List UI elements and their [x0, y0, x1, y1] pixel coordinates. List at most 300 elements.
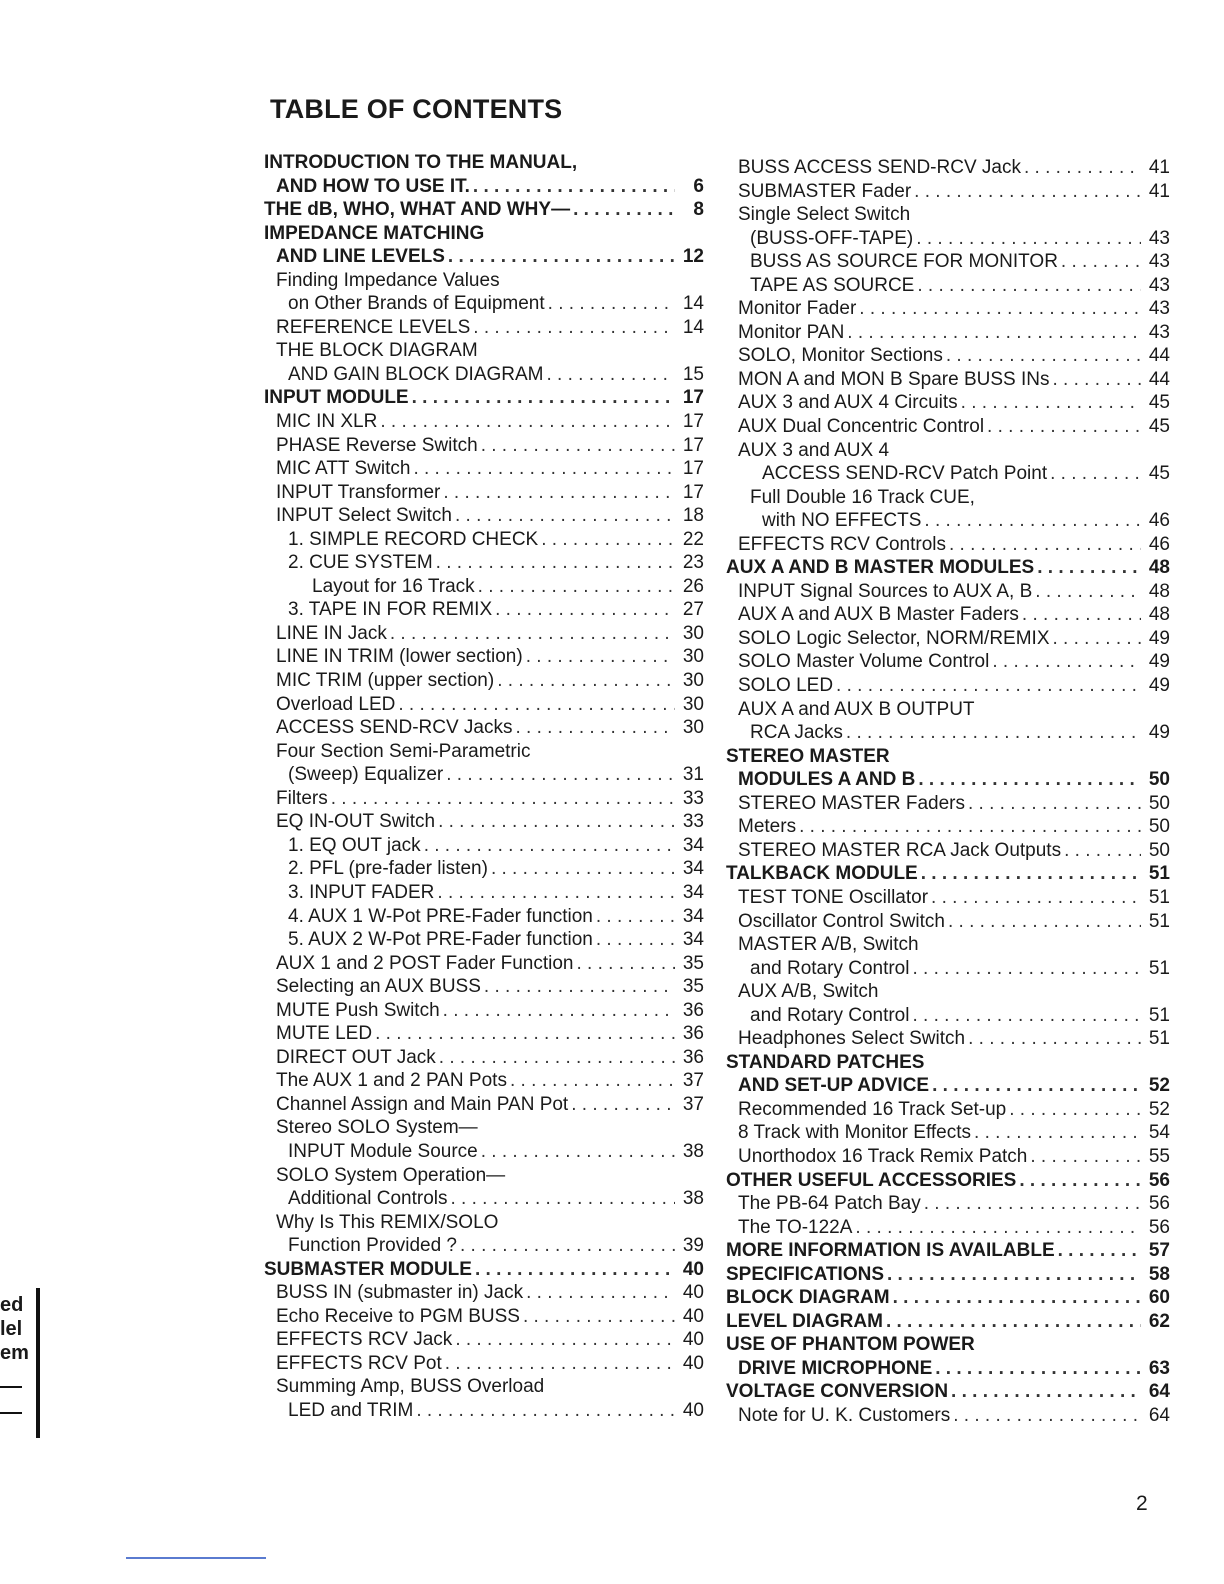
toc-entry[interactable] — [726, 1333, 1170, 1357]
toc-entry-page: 45 — [1148, 392, 1170, 414]
toc-dot-leader — [331, 787, 675, 811]
toc-entry[interactable] — [264, 1399, 704, 1423]
toc-entry-page: 41 — [1148, 180, 1170, 202]
toc-entry-page: 60 — [1148, 1287, 1170, 1309]
toc-entry-page: 50 — [1148, 839, 1170, 861]
toc-entry-title: 3. TAPE IN FOR REMIX — [288, 599, 493, 621]
toc-entry-title: EQ IN-OUT Switch — [276, 811, 436, 833]
toc-entry[interactable] — [726, 250, 1170, 274]
toc-dot-leader — [375, 1022, 675, 1046]
toc-entry-page: 33 — [682, 787, 704, 809]
toc-entry[interactable] — [726, 344, 1170, 368]
toc-entry-title: Layout for 16 Track — [312, 575, 475, 597]
toc-entry-page: 17 — [682, 411, 704, 433]
toc-dot-leader — [547, 363, 676, 387]
toc-dot-leader — [412, 386, 675, 410]
toc-entry[interactable] — [264, 1328, 704, 1352]
toc-entry[interactable] — [726, 957, 1170, 981]
toc-entry-title: (BUSS-OFF-TAPE) — [750, 227, 914, 249]
toc-entry-title: SUBMASTER Fader — [738, 180, 912, 202]
toc-entry[interactable] — [726, 745, 1170, 769]
toc-entry[interactable] — [264, 363, 704, 387]
toc-entry[interactable] — [726, 933, 1170, 957]
toc-dot-leader — [416, 1399, 675, 1423]
toc-entry-page: 30 — [682, 693, 704, 715]
toc-entry[interactable] — [264, 457, 704, 481]
toc-entry-title: SUBMASTER MODULE — [264, 1258, 472, 1280]
toc-entry-title: USE OF PHANTOM POWER — [726, 1334, 975, 1356]
toc-entry[interactable] — [264, 834, 704, 858]
toc-entry[interactable] — [264, 1164, 704, 1188]
toc-entry-page: 37 — [682, 1093, 704, 1115]
toc-entry-title: LINE IN TRIM (lower section) — [276, 646, 523, 668]
toc-entry[interactable] — [264, 481, 704, 505]
toc-dot-leader — [526, 645, 675, 669]
toc-entry-title: AUX A/B, Switch — [738, 981, 879, 1003]
toc-entry-page: 56 — [1148, 1193, 1170, 1215]
margin-word: em — [0, 1342, 29, 1364]
toc-entry[interactable] — [726, 721, 1170, 745]
toc-entry[interactable] — [264, 787, 704, 811]
toc-entry[interactable] — [726, 580, 1170, 604]
toc-entry-title: Finding Impedance Values — [276, 269, 500, 291]
toc-entry[interactable] — [264, 763, 704, 787]
toc-dot-leader — [596, 905, 675, 929]
toc-entry[interactable] — [264, 999, 704, 1023]
toc-entry[interactable] — [726, 368, 1170, 392]
toc-entry-page: 33 — [682, 811, 704, 833]
toc-dot-leader — [836, 674, 1141, 698]
toc-entry[interactable] — [264, 1211, 704, 1235]
toc-entry[interactable] — [726, 815, 1170, 839]
toc-dot-leader — [935, 1357, 1141, 1381]
toc-entry[interactable] — [726, 1380, 1170, 1404]
toc-entry-page: 52 — [1148, 1075, 1170, 1097]
toc-dot-leader — [961, 391, 1141, 415]
toc-entry[interactable] — [264, 1281, 704, 1305]
toc-entry-title: Function Provided ? — [288, 1235, 457, 1257]
toc-entry-page: 40 — [682, 1282, 704, 1304]
toc-dot-leader — [968, 1027, 1141, 1051]
toc-entry-title: EFFECTS RCV Pot — [276, 1352, 442, 1374]
toc-dot-leader — [953, 1404, 1141, 1428]
toc-entry-title: SOLO LED — [738, 675, 834, 697]
margin-fragment — [0, 1288, 40, 1438]
toc-entry[interactable] — [726, 1404, 1170, 1428]
toc-entry-page: 36 — [682, 999, 704, 1021]
toc-dot-leader — [1035, 580, 1141, 604]
toc-entry-title: AUX 3 and AUX 4 — [738, 439, 890, 461]
toc-entry[interactable] — [726, 839, 1170, 863]
toc-entry[interactable] — [726, 1216, 1170, 1240]
toc-entry[interactable] — [264, 434, 704, 458]
toc-entry-page: 64 — [1148, 1404, 1170, 1426]
toc-entry-page: 57 — [1148, 1240, 1170, 1262]
toc-entry[interactable] — [726, 486, 1170, 510]
toc-entry-page: 50 — [1148, 769, 1170, 791]
toc-dot-leader — [576, 952, 675, 976]
toc-entry[interactable] — [264, 740, 704, 764]
toc-entry-title: Meters — [738, 816, 797, 838]
toc-dot-leader — [921, 862, 1141, 886]
toc-dot-leader — [918, 768, 1141, 792]
toc-entry-title: STANDARD PATCHES — [726, 1051, 925, 1073]
toc-entry-page: 56 — [1148, 1216, 1170, 1238]
toc-entry-title: AUX 1 and 2 POST Fader Function — [276, 952, 574, 974]
toc-dot-leader — [992, 650, 1141, 674]
toc-entry[interactable] — [264, 693, 704, 717]
toc-entry-page: 43 — [1148, 321, 1170, 343]
toc-entry[interactable] — [264, 1234, 704, 1258]
toc-entry-page: 18 — [682, 505, 704, 527]
toc-dot-leader — [526, 1281, 675, 1305]
toc-entry-page: 35 — [682, 952, 704, 974]
toc-entry-title: SOLO Logic Selector, NORM/REMIX — [738, 627, 1050, 649]
toc-entry-title: on Other Brands of Equipment — [288, 293, 545, 315]
toc-entry[interactable] — [726, 886, 1170, 910]
toc-entry[interactable] — [726, 698, 1170, 722]
toc-entry-page: 34 — [682, 881, 704, 903]
toc-entry-page: 34 — [682, 834, 704, 856]
toc-entry[interactable] — [264, 975, 704, 999]
toc-entry[interactable] — [726, 1310, 1170, 1334]
toc-entry[interactable] — [264, 151, 704, 175]
toc-entry-page: 30 — [682, 717, 704, 739]
toc-entry-page: 14 — [682, 293, 704, 315]
toc-entry[interactable] — [264, 952, 704, 976]
toc-entry[interactable] — [264, 504, 704, 528]
toc-dot-leader — [450, 1187, 675, 1211]
toc-dot-leader — [571, 1093, 675, 1117]
toc-entry[interactable] — [264, 1187, 704, 1211]
toc-dot-leader — [917, 274, 1141, 298]
toc-entry[interactable] — [264, 598, 704, 622]
toc-entry[interactable] — [726, 650, 1170, 674]
toc-entry-title: STEREO MASTER Faders — [738, 792, 965, 814]
toc-entry[interactable] — [264, 1305, 704, 1329]
toc-dot-leader — [541, 528, 675, 552]
toc-dot-leader — [948, 910, 1141, 934]
toc-entry[interactable] — [264, 810, 704, 834]
toc-dot-leader — [443, 481, 675, 505]
toc-entry-page: 8 — [693, 199, 704, 221]
toc-entry-title: TALKBACK MODULE — [726, 863, 918, 885]
toc-entry-page: 38 — [682, 1140, 704, 1162]
toc-entry[interactable] — [726, 509, 1170, 533]
toc-entry[interactable] — [726, 415, 1170, 439]
toc-entry-page: 64 — [1148, 1381, 1170, 1403]
toc-dot-leader — [893, 1286, 1141, 1310]
toc-entry[interactable] — [726, 1169, 1170, 1193]
toc-entry[interactable] — [726, 439, 1170, 463]
toc-entry[interactable] — [264, 198, 704, 222]
toc-dot-leader — [951, 1380, 1141, 1404]
toc-entry[interactable] — [726, 862, 1170, 886]
toc-entry[interactable] — [264, 857, 704, 881]
toc-entry-page: 6 — [693, 175, 704, 197]
toc-entry-title: Channel Assign and Main PAN Pot — [276, 1093, 569, 1115]
toc-entry[interactable] — [726, 1027, 1170, 1051]
toc-dot-leader — [968, 792, 1141, 816]
toc-entry-page: 40 — [682, 1399, 704, 1421]
toc-entry[interactable] — [264, 386, 704, 410]
toc-entry-title: Additional Controls — [288, 1188, 448, 1210]
toc-entry-title: Monitor PAN — [738, 321, 845, 343]
toc-entry-title: Selecting an AUX BUSS — [276, 976, 481, 998]
toc-entry[interactable] — [726, 180, 1170, 204]
toc-entry-page: 54 — [1148, 1122, 1170, 1144]
page-title: TABLE OF CONTENTS — [270, 94, 563, 124]
toc-entry-page: 51 — [1148, 1004, 1170, 1026]
toc-entry-page: 40 — [682, 1329, 704, 1351]
toc-entry-title: INPUT Select Switch — [276, 505, 452, 527]
toc-dot-leader — [398, 693, 675, 717]
toc-entry[interactable] — [264, 292, 704, 316]
page-number: 2 — [1136, 1492, 1148, 1515]
toc-entry-title: LEVEL DIAGRAM — [726, 1310, 883, 1332]
toc-entry-title: Recommended 16 Track Set-up — [738, 1098, 1007, 1120]
toc-dot-leader — [596, 928, 675, 952]
toc-dot-leader — [437, 881, 675, 905]
toc-entry[interactable] — [264, 339, 704, 363]
toc-dot-leader — [573, 198, 675, 222]
toc-dot-leader — [1030, 1145, 1141, 1169]
toc-dot-leader — [931, 886, 1141, 910]
toc-dot-leader — [974, 1121, 1141, 1145]
toc-entry[interactable] — [264, 551, 704, 575]
toc-entry[interactable] — [726, 910, 1170, 934]
toc-entry-title: 3. INPUT FADER — [288, 881, 435, 903]
toc-entry[interactable] — [726, 768, 1170, 792]
toc-entry[interactable] — [726, 462, 1170, 486]
toc-dot-leader — [1019, 1169, 1141, 1193]
margin-word: lel — [0, 1318, 23, 1340]
toc-entry[interactable] — [726, 792, 1170, 816]
toc-entry[interactable] — [264, 245, 704, 269]
toc-entry[interactable] — [726, 674, 1170, 698]
toc-entry-title: MIC ATT Switch — [276, 458, 411, 480]
toc-entry-page: 31 — [682, 764, 704, 786]
toc-entry-page: 40 — [682, 1258, 704, 1280]
toc-entry-page: 48 — [1148, 604, 1170, 626]
toc-entry-page: 46 — [1148, 533, 1170, 555]
toc-dot-leader — [510, 1069, 675, 1093]
toc-entry-page: 49 — [1148, 627, 1170, 649]
toc-dot-leader — [1050, 462, 1141, 486]
toc-entry-title: Summing Amp, BUSS Overload — [276, 1376, 545, 1398]
toc-dot-leader — [799, 815, 1141, 839]
toc-entry[interactable] — [264, 905, 704, 929]
toc-entry-page: 35 — [682, 976, 704, 998]
toc-entry-page: 43 — [1148, 251, 1170, 273]
toc-entry[interactable] — [264, 175, 704, 199]
toc-entry-title: TAPE AS SOURCE — [750, 274, 915, 296]
toc-entry[interactable] — [726, 627, 1170, 651]
toc-entry-page: 55 — [1148, 1145, 1170, 1167]
toc-entry[interactable] — [726, 391, 1170, 415]
toc-dot-leader — [380, 410, 675, 434]
toc-dot-leader — [424, 834, 675, 858]
toc-entry[interactable] — [726, 556, 1170, 580]
toc-entry-title: MON A and MON B Spare BUSS INs — [738, 368, 1050, 390]
toc-dot-leader — [887, 1263, 1141, 1287]
toc-entry-page: 36 — [682, 1023, 704, 1045]
toc-entry-page: 45 — [1148, 416, 1170, 438]
toc-entry[interactable] — [726, 1051, 1170, 1075]
toc-dot-leader — [446, 763, 675, 787]
toc-entry-title: MORE INFORMATION IS AVAILABLE — [726, 1240, 1055, 1262]
toc-entry[interactable] — [264, 622, 704, 646]
toc-entry-page: 41 — [1148, 157, 1170, 178]
toc-entry-title: AUX A AND B MASTER MODULES — [726, 557, 1035, 579]
toc-entry-page: 51 — [1148, 957, 1170, 979]
toc-entry-title: (Sweep) Equalizer — [288, 764, 444, 786]
toc-entry[interactable] — [726, 1121, 1170, 1145]
toc-entry-page: 17 — [682, 458, 704, 480]
toc-entry-title: Overload LED — [276, 693, 396, 715]
toc-entry-title: DIRECT OUT Jack — [276, 1046, 436, 1068]
toc-entry[interactable] — [264, 645, 704, 669]
toc-entry[interactable] — [726, 203, 1170, 227]
margin-dash — [0, 1412, 22, 1414]
toc-dot-leader — [932, 1074, 1141, 1098]
toc-entry[interactable] — [726, 533, 1170, 557]
toc-entry[interactable] — [264, 881, 704, 905]
toc-entry-page: 40 — [682, 1305, 704, 1327]
toc-entry[interactable] — [726, 1192, 1170, 1216]
toc-entry-title: Monitor Fader — [738, 298, 857, 320]
toc-entry-page: 15 — [682, 363, 704, 385]
toc-entry-title: RCA Jacks — [750, 722, 843, 744]
toc-entry[interactable] — [264, 1352, 704, 1376]
toc-entry-title: PHASE Reverse Switch — [276, 434, 478, 456]
toc-entry[interactable] — [726, 1286, 1170, 1310]
toc-right-column — [726, 156, 1170, 1428]
toc-entry-title: Filters — [276, 787, 328, 809]
toc-dot-leader — [912, 957, 1141, 981]
toc-entry[interactable] — [726, 980, 1170, 1004]
margin-dash — [0, 1386, 22, 1388]
toc-entry[interactable] — [264, 669, 704, 693]
toc-entry-page: 34 — [682, 858, 704, 880]
toc-dot-leader — [548, 292, 675, 316]
toc-entry[interactable] — [264, 1116, 704, 1140]
toc-entry-page: 56 — [1148, 1169, 1170, 1191]
toc-entry-title: SOLO, Monitor Sections — [738, 345, 943, 367]
toc-entry[interactable] — [264, 410, 704, 434]
toc-entry[interactable] — [726, 1098, 1170, 1122]
toc-entry[interactable] — [264, 1022, 704, 1046]
toc-entry-title: Full Double 16 Track CUE, — [750, 486, 975, 508]
toc-entry-page: 22 — [682, 528, 704, 550]
toc-dot-leader — [473, 175, 675, 199]
toc-entry-title: INPUT Transformer — [276, 481, 441, 503]
toc-entry-page: 38 — [682, 1188, 704, 1210]
toc-entry-title: 8 Track with Monitor Effects — [738, 1122, 972, 1144]
toc-entry[interactable] — [726, 297, 1170, 321]
toc-entry[interactable] — [264, 528, 704, 552]
toc-dot-leader — [436, 551, 675, 575]
toc-entry[interactable] — [726, 1357, 1170, 1381]
toc-entry-title: 1. SIMPLE RECORD CHECK — [288, 528, 539, 550]
toc-dot-leader — [1061, 250, 1141, 274]
toc-entry-page: 48 — [1148, 557, 1170, 579]
toc-entry[interactable] — [264, 928, 704, 952]
toc-dot-leader — [1053, 368, 1142, 392]
footer-rule — [126, 1557, 266, 1559]
toc-entry-title: Headphones Select Switch — [738, 1028, 966, 1050]
toc-entry-page: 30 — [682, 622, 704, 644]
toc-entry[interactable] — [726, 227, 1170, 251]
toc-entry-title: 2. PFL (pre-fader listen) — [288, 858, 488, 880]
toc-entry[interactable] — [264, 1093, 704, 1117]
toc-dot-leader — [439, 1046, 675, 1070]
toc-entry[interactable] — [264, 1140, 704, 1164]
toc-entry[interactable] — [264, 1258, 704, 1282]
toc-dot-leader — [481, 434, 675, 458]
toc-entry-page: 43 — [1148, 227, 1170, 249]
toc-entry-page: 37 — [682, 1070, 704, 1092]
toc-dot-leader — [481, 1140, 675, 1164]
toc-entry-page: 12 — [682, 246, 704, 268]
toc-dot-leader — [497, 669, 675, 693]
toc-entry[interactable] — [264, 1069, 704, 1093]
toc-entry[interactable] — [264, 716, 704, 740]
toc-entry-title: LED and TRIM — [288, 1399, 414, 1421]
toc-entry-page: 26 — [682, 575, 704, 597]
toc-entry-page: 51 — [1148, 863, 1170, 885]
toc-entry-title: INPUT Signal Sources to AUX A, B — [738, 580, 1033, 602]
toc-entry[interactable] — [726, 1145, 1170, 1169]
toc-entry[interactable] — [726, 603, 1170, 627]
toc-entry[interactable] — [726, 1004, 1170, 1028]
toc-entry[interactable] — [726, 1239, 1170, 1263]
toc-entry-title: BUSS ACCESS SEND-RCV Jack — [738, 157, 1021, 178]
toc-entry-page: 58 — [1148, 1263, 1170, 1285]
toc-entry-title: AUX 3 and AUX 4 Circuits — [738, 392, 958, 414]
toc-entry[interactable] — [264, 1046, 704, 1070]
toc-entry-title: Unorthodox 16 Track Remix Patch — [738, 1145, 1028, 1167]
toc-entry[interactable] — [726, 1263, 1170, 1287]
toc-entry[interactable] — [726, 274, 1170, 298]
toc-dot-leader — [455, 504, 675, 528]
toc-dot-leader — [491, 857, 675, 881]
toc-dot-leader — [846, 721, 1141, 745]
toc-dot-leader — [912, 1004, 1141, 1028]
toc-entry-page: 62 — [1148, 1310, 1170, 1332]
toc-entry-title: INTRODUCTION TO THE MANUAL, — [264, 152, 578, 173]
toc-entry[interactable] — [264, 316, 704, 340]
toc-entry[interactable] — [726, 156, 1170, 180]
toc-dot-leader — [438, 810, 675, 834]
toc-entry-title: MUTE LED — [276, 1023, 373, 1045]
toc-entry[interactable] — [264, 222, 704, 246]
toc-entry[interactable] — [264, 1375, 704, 1399]
toc-entry-title: REFERENCE LEVELS — [276, 316, 471, 338]
toc-entry-title: AND SET-UP ADVICE — [738, 1075, 930, 1097]
toc-entry[interactable] — [726, 1074, 1170, 1098]
toc-dot-leader — [924, 1192, 1141, 1216]
toc-entry[interactable] — [264, 575, 704, 599]
toc-dot-leader — [859, 297, 1141, 321]
toc-entry[interactable] — [726, 321, 1170, 345]
toc-entry-page: 17 — [682, 481, 704, 503]
toc-dot-leader — [478, 575, 675, 599]
toc-entry-page: 51 — [1148, 910, 1170, 932]
toc-entry-title: THE dB, WHO, WHAT AND WHY— — [264, 199, 571, 221]
toc-entry[interactable] — [264, 269, 704, 293]
toc-entry-page: 46 — [1148, 510, 1170, 532]
